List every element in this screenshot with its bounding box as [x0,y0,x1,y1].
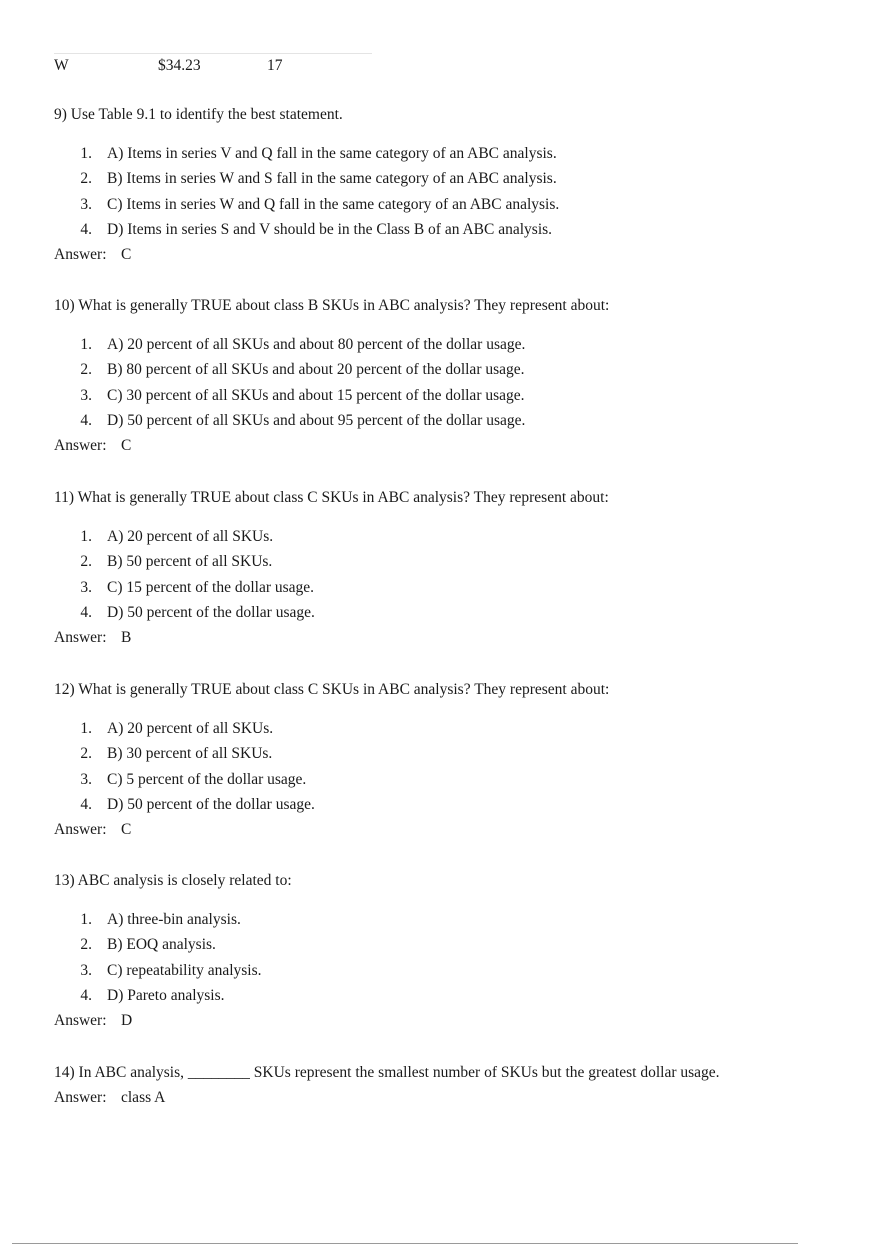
question-text: 13) ABC analysis is closely related to: [54,872,292,889]
option-item [54,602,834,627]
option-number: 4. [80,220,92,238]
option-text: B) 80 percent of all SKUs and about 20 percent of the dollar usage. [107,361,525,379]
option-item [54,359,834,384]
question-text: 11) What is generally TRUE about class C SKUs in ABC analysis? They represent about: [54,489,609,506]
option-text: C) repeatability analysis. [107,961,262,979]
option-number: 4. [80,795,92,813]
option-text: C) Items in series W and Q fall in the same category of an ABC analysis. [107,195,560,213]
question-10 [54,295,834,457]
option-number: 2. [80,936,92,954]
option-item [54,718,834,743]
answer-label: Answer: [54,1012,107,1030]
option-text: C) 30 percent of all SKUs and about 15 percent of the dollar usage. [107,386,525,404]
option-text: A) Items in series V and Q fall in the same category of an ABC analysis. [107,145,557,162]
question-text: 9) Use Table 9.1 to identify the best statement. [54,106,343,123]
options-list [54,526,834,627]
option-number: 2. [80,745,92,763]
table-top-rule [54,53,372,54]
answer-label: Answer: [54,1089,107,1106]
answer-line [54,435,834,457]
options-list [54,718,834,819]
answer-line [54,627,834,649]
option-number: 4. [80,986,92,1004]
option-number: 3. [80,770,92,788]
table-cell-quantity: 17 [267,57,283,74]
option-text: C) 5 percent of the dollar usage. [107,770,307,788]
options-list [54,143,834,244]
option-number: 1. [80,145,92,162]
answer-label: Answer: [54,246,107,264]
answer-value: C [121,437,132,455]
options-list [54,334,834,435]
option-item [54,334,834,359]
option-number: 1. [80,911,92,928]
option-number: 4. [80,603,92,621]
option-item [54,219,834,244]
option-text: D) 50 percent of the dollar usage. [107,795,315,813]
question-11 [54,487,834,649]
question-text: 12) What is generally TRUE about class C SKUs in ABC analysis? They represent about: [54,681,610,698]
answer-label: Answer: [54,629,107,647]
answer-label: Answer: [54,437,107,455]
option-item [54,794,834,819]
answer-line [54,1010,834,1032]
option-number: 1. [80,528,92,545]
option-number: 4. [80,411,92,429]
option-item [54,410,834,435]
option-item [54,577,834,602]
option-text: D) 50 percent of all SKUs and about 95 percent of the dollar usage. [107,411,526,429]
option-item [54,909,834,934]
option-text: B) EOQ analysis. [107,936,216,954]
option-item [54,385,834,410]
option-item [54,551,834,576]
option-item [54,960,834,985]
option-number: 1. [80,336,92,353]
option-item [54,934,834,959]
option-text: D) Items in series S and V should be in the Class B of an ABC analysis. [107,220,553,238]
answer-value: C [121,821,132,839]
option-item [54,769,834,794]
option-item [54,526,834,551]
option-item [54,143,834,168]
option-number: 3. [80,195,92,213]
options-list [54,909,834,1010]
option-item [54,168,834,193]
page-bottom-rule [12,1243,798,1244]
question-14 [54,1062,834,1109]
option-item [54,743,834,768]
table-cell-price: $34.23 [158,57,201,74]
option-number: 3. [80,961,92,979]
option-number: 2. [80,170,92,188]
table-cell-series: W [54,57,69,74]
question-text: 14) In ABC analysis, ________ SKUs represent the smallest number of SKUs but the greatest dollar usage. [54,1064,720,1081]
question-13 [54,870,834,1032]
option-number: 3. [80,386,92,404]
question-text: 10) What is generally TRUE about class B SKUs in ABC analysis? They represent about: [54,297,610,314]
answer-line [54,1087,834,1109]
option-number: 1. [80,720,92,737]
option-text: D) 50 percent of the dollar usage. [107,603,315,621]
answer-value: C [121,246,132,264]
question-9 [54,104,834,266]
option-text: C) 15 percent of the dollar usage. [107,578,315,596]
answer-value: B [121,629,132,647]
option-number: 3. [80,578,92,596]
option-text: D) Pareto analysis. [107,986,225,1004]
question-12 [54,679,834,841]
option-text: A) three-bin analysis. [107,911,241,928]
answer-line [54,819,834,841]
answer-line [54,244,834,266]
option-number: 2. [80,361,92,379]
option-item [54,985,834,1010]
answer-label: Answer: [54,821,107,839]
option-number: 2. [80,553,92,571]
option-text: B) Items in series W and S fall in the same category of an ABC analysis. [107,170,557,188]
option-text: A) 20 percent of all SKUs and about 80 percent of the dollar usage. [107,336,526,353]
option-text: B) 50 percent of all SKUs. [107,553,273,571]
option-text: B) 30 percent of all SKUs. [107,745,273,763]
answer-value: class A [121,1089,166,1106]
option-text: A) 20 percent of all SKUs. [107,720,274,737]
option-text: A) 20 percent of all SKUs. [107,528,274,545]
option-item [54,194,834,219]
answer-value: D [121,1012,133,1030]
